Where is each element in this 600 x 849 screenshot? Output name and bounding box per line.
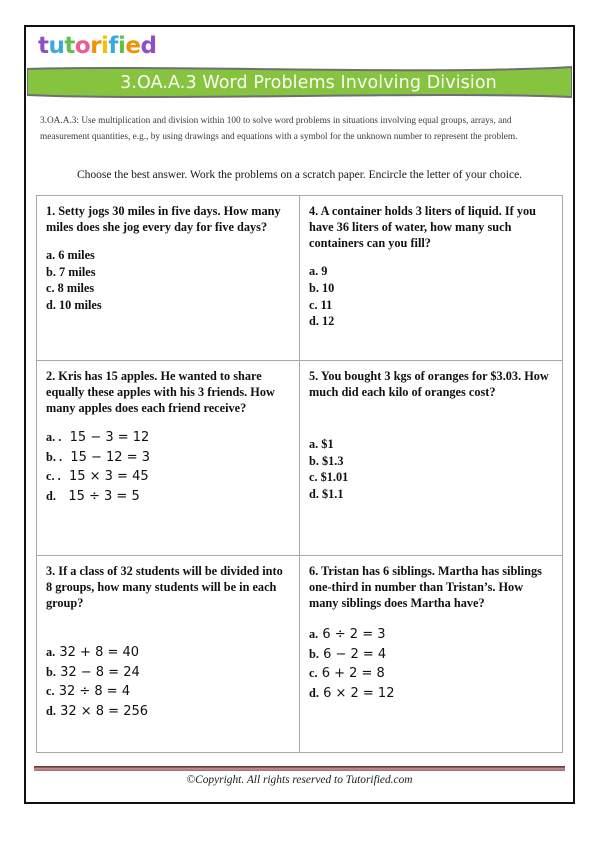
choice-expression: 32 ÷ 8 = 4 (58, 684, 131, 700)
choice-expression: 32 + 8 = 40 (59, 645, 140, 661)
choice-option[interactable]: c. 8 miles (46, 281, 95, 296)
choices-list-5 (309, 436, 553, 503)
choice-expression: 15 − 3 = 12 (69, 430, 150, 446)
choice-expression: 6 − 2 = 4 (323, 646, 387, 662)
choice-label: b. (46, 664, 56, 679)
questions-table (36, 195, 563, 753)
choice-option[interactable]: d. 10 miles (46, 298, 102, 313)
choice-option[interactable]: a. 9 (309, 264, 328, 279)
choice-label: a. (46, 645, 56, 660)
choice-label: b. . (46, 449, 63, 464)
choice-expression: 15 ÷ 3 = 5 (68, 488, 140, 504)
choice-option[interactable] (46, 467, 290, 487)
choice-label: a. (309, 627, 319, 642)
table-row (37, 195, 563, 360)
question-text: 6. Tristan has 6 siblings. Martha has siblings one-third in number than Tristan’s. How many siblings does Martha have? (309, 563, 542, 610)
choice-option[interactable] (46, 663, 290, 683)
worksheet-page (24, 25, 575, 804)
choice-label: c. (46, 684, 55, 699)
question-cell-3 (37, 555, 300, 752)
tutorified-logo[interactable] (38, 32, 157, 59)
choice-option[interactable] (309, 664, 553, 684)
choice-option[interactable] (46, 448, 290, 468)
table-row (37, 555, 563, 752)
question-text: 5. You bought 3 kgs of oranges for $3.03. How much did each kilo of oranges cost? (309, 368, 549, 399)
choice-option[interactable] (309, 645, 553, 665)
choice-expression: 15 × 3 = 45 (68, 469, 149, 485)
choice-option[interactable]: b. $1.3 (309, 453, 344, 468)
question-text: 3. If a class of 32 students will be divided into 8 groups, how many students will be in each group? (46, 563, 283, 610)
worksheet-body (26, 27, 573, 802)
logo-letter-7: i (117, 32, 126, 59)
choices-list-2 (46, 428, 290, 506)
choice-option[interactable]: a. 6 miles (46, 247, 95, 262)
question-text: 4. A container holds 3 liters of liquid. If you have 36 liters of water, how many such containers can you fill? (309, 203, 536, 250)
choice-option[interactable]: d. $1.1 (309, 487, 344, 502)
question-cell-1 (37, 195, 300, 360)
choices-list-4 (309, 263, 553, 330)
logo-letter-9: d (140, 32, 157, 59)
choice-label: d. (46, 488, 56, 503)
table-row (37, 360, 563, 555)
choice-option[interactable]: d. 12 (309, 314, 335, 329)
logo-letter-1: u (48, 32, 65, 59)
choice-option[interactable] (309, 625, 553, 645)
logo-letter-2: t (64, 32, 75, 59)
logo-letter-0: t (38, 32, 49, 59)
choice-label: d. (46, 703, 56, 718)
choice-option[interactable]: b. 10 (309, 280, 335, 295)
choice-expression: 6 × 2 = 12 (323, 685, 395, 701)
standard-description: 3.OA.A.3: Use multiplication and division within 100 to solve word problems in situations involving equal groups, arrays, and measurement quantities, e.g., by using drawings and equations with a symbol for the unknown number to represent the problem. (40, 116, 518, 143)
choice-expression: 32 − 8 = 24 (60, 664, 140, 680)
logo-letter-8: e (125, 32, 141, 59)
choice-option[interactable] (46, 487, 290, 507)
choice-label: b. (309, 646, 319, 661)
choice-expression: 6 ÷ 2 = 3 (322, 627, 386, 643)
directions-text: Choose the best answer. Work the problems on a scratch paper. Encircle the letter of your choice. (76, 167, 523, 181)
choice-option[interactable] (46, 643, 290, 663)
choices-list-6 (309, 625, 553, 703)
question-cell-6 (300, 555, 563, 752)
logo-letter-5: i (101, 32, 109, 59)
choice-expression: 32 × 8 = 256 (60, 703, 149, 719)
choice-label: c. . (46, 469, 61, 484)
logo-letter-6: f (108, 32, 118, 59)
question-cell-4 (300, 195, 563, 360)
question-cell-5 (300, 360, 563, 555)
question-text: 2. Kris has 15 apples. He wanted to share equally these apples with his 3 friends. How many apples does each friend receive? (46, 368, 275, 415)
choices-list-1 (46, 247, 290, 314)
logo-letter-3: o (74, 32, 91, 59)
choice-option[interactable]: c. $1.01 (309, 470, 349, 485)
page-footer (26, 762, 573, 802)
choice-expression: 15 − 12 = 3 (70, 449, 150, 465)
choice-option[interactable]: a. $1 (309, 436, 334, 451)
question-text: 1. Setty jogs 30 miles in five days. How many miles does she jog every day for five days? (46, 203, 281, 234)
logo-letter-4: r (90, 32, 102, 59)
choice-expression: 6 + 2 = 8 (321, 666, 385, 682)
choice-label: a. . (46, 430, 62, 445)
brand-logo-area (26, 27, 573, 65)
choice-option[interactable] (46, 428, 290, 448)
worksheet-title: 3.OA.A.3 Word Problems Involving Division (120, 73, 497, 93)
choice-option[interactable]: b. 7 miles (46, 264, 96, 279)
choice-option[interactable] (309, 684, 553, 704)
footer-divider (34, 766, 565, 771)
choice-label: d. (309, 685, 319, 700)
choice-option[interactable] (46, 702, 290, 722)
choices-list-3 (46, 643, 290, 721)
choice-label: c. (309, 666, 318, 681)
choice-option[interactable] (46, 682, 290, 702)
question-cell-2 (37, 360, 300, 555)
title-banner (27, 65, 572, 101)
copyright-text: ©Copyright. All rights reserved to Tutorified.com (186, 774, 413, 786)
choice-option[interactable]: c. 11 (309, 297, 333, 312)
